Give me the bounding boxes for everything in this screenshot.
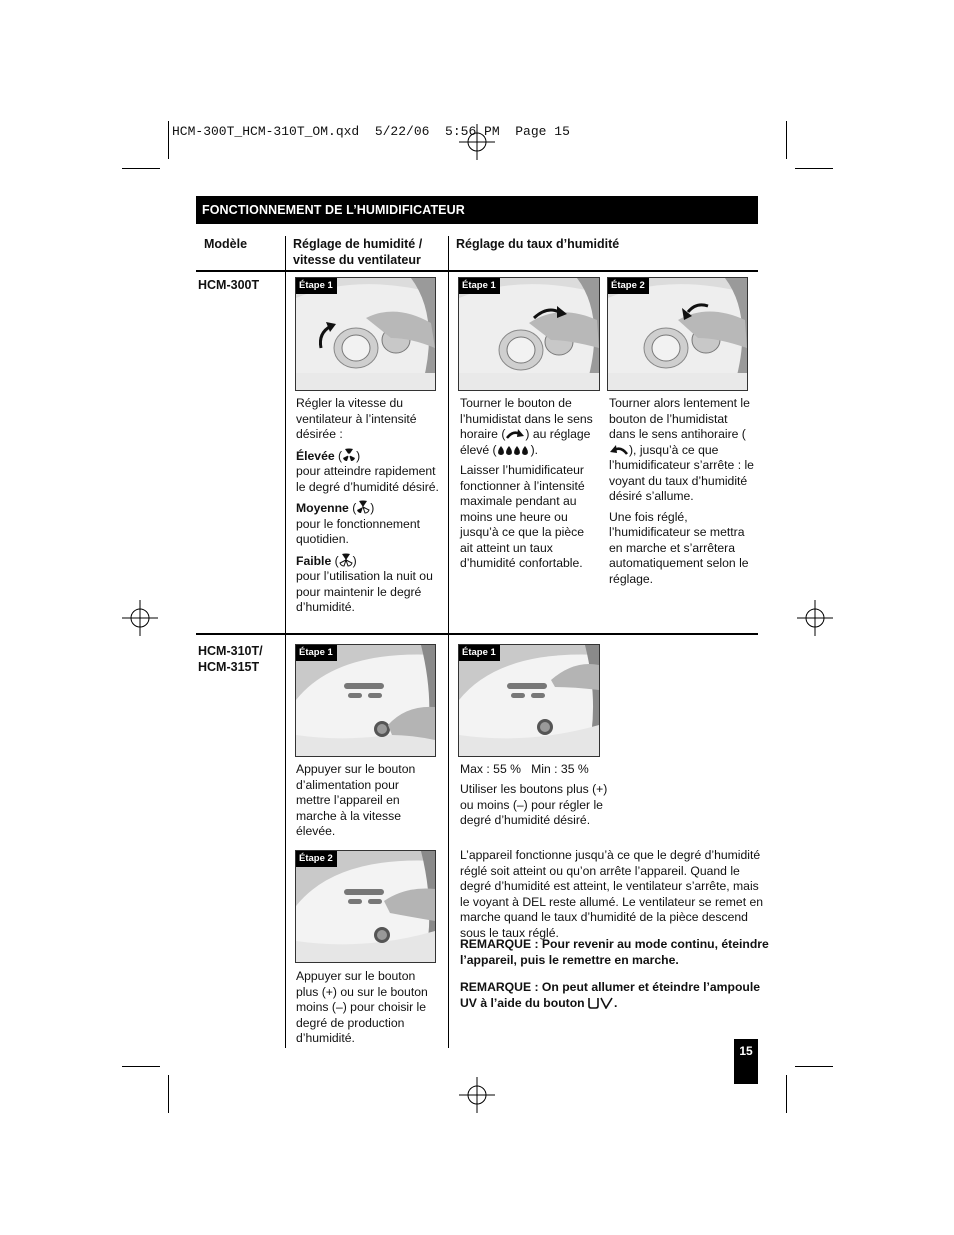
crop-mark: [786, 1075, 787, 1113]
text-fragment: Tourner alors lentement le bouton de l’humidistat dans le sens antihoraire (: [609, 396, 750, 441]
humidity-adjust-instructions: Utiliser les boutons plus (+) ou moins (–) pour régler le degré d’humidité désiré.: [460, 782, 608, 827]
note-continuous-mode: REMARQUE : Pour revenir au mode continu, éteindre l’appareil, puis le remettre en marche.: [460, 937, 769, 967]
step-badge: Étape 2: [296, 851, 337, 867]
crop-mark: [122, 168, 160, 169]
step-badge: Étape 1: [459, 645, 500, 661]
counterclockwise-arrow-icon: [609, 444, 629, 456]
note-uv-lamp: [460, 980, 770, 1011]
humidistat-step2-para2: Une fois réglé, l’humidificateur se mettra en marche et s’arrêtera automatiquement selon le réglage.: [609, 509, 749, 586]
registration-mark-icon: [459, 124, 495, 160]
text-fragment: ) au réglage élevé (: [460, 427, 591, 457]
table-rule: [196, 270, 758, 272]
humidistat-step1-para2: Laisser l’humidificateur fonctionner à l’intensité maximale pendant au moins une heure ou jusqu’à ce que la pièce ait atteint un taux d’humidité confortable.: [460, 463, 585, 570]
page-number: 15: [734, 1039, 758, 1084]
crop-mark: [795, 1066, 833, 1067]
fan-medium-desc: pour le fonctionnement quotidien.: [296, 516, 420, 546]
text-fragment: REMARQUE : On peut allumer et éteindre l’ampoule UV à l’aide du bouton: [460, 980, 760, 1010]
column-divider: [285, 236, 286, 1048]
step-photo-keypad: [295, 644, 436, 757]
humidistat-step1-instructions: [460, 396, 600, 577]
step-photo-keypad: [458, 644, 600, 757]
table-rule: [196, 633, 758, 635]
humidity-operation-paragraph: L’appareil fonctionne jusqu’à ce que le degré d’humidité réglé soit atteint ou qu’on arrête l’appareil. Quand le degré d’humidité est atteint, le ventilateur s’arrête, mais le voyant à DEL reste allumé. Le ventilateur se remet en marche quand le taux d’humidité de la pièce descend sous le taux réglé.: [460, 848, 764, 940]
crop-mark: [168, 121, 169, 159]
text-fragment: .: [613, 995, 618, 1010]
fan-high-icon: [342, 448, 356, 462]
text-fragment: Tourner le bouton de l’humidistat dans le sens horaire (: [460, 396, 593, 441]
registration-mark-icon: [797, 600, 833, 636]
step-badge: Étape 2: [608, 278, 649, 294]
crop-mark: [795, 168, 833, 169]
fan-speed-instructions: Régler la vitesse du ventilateur à l’intensité désirée : Élevée ( ) pour atteindre rapidement le degré d’humidité désiré. Moyenne ( ) pour le fonctionnement quotidien. Faible ( ) pour l’utilisation la nuit ou pour maintenir le degré d’humidité.: [296, 396, 441, 621]
text-fragment: ).: [530, 442, 539, 457]
fan-medium-icon: [356, 500, 370, 514]
step-photo-dial: [458, 277, 600, 391]
registration-mark-icon: [122, 600, 158, 636]
fan-low-desc: pour l’utilisation la nuit ou pour maintenir le degré d’humidité.: [296, 569, 433, 614]
fan-high-label: Élevée: [296, 448, 335, 463]
fan-low-label: Faible: [296, 553, 332, 568]
plus-minus-instructions: Appuyer sur le bouton plus (+) ou sur le bouton moins (–) pour choisir le degré de production d’humidité.: [296, 969, 428, 1045]
water-drops-icon: [497, 445, 531, 456]
column-header-model: Modèle: [204, 237, 248, 251]
humidity-range: Max : 55 % Min : 35 %: [460, 762, 589, 776]
step-photo-dial: [607, 277, 748, 391]
column-header-fan: Réglage de humidité / vitesse du ventilateur: [293, 237, 423, 267]
crop-mark: [786, 121, 787, 159]
column-divider: [448, 236, 449, 1048]
clockwise-arrow-icon: [505, 428, 525, 440]
step-photo-keypad: [295, 850, 436, 963]
step-badge: Étape 1: [296, 278, 337, 294]
column-header-humidity: Réglage du taux d’humidité: [456, 237, 620, 251]
uv-button-icon: [588, 997, 614, 1009]
crop-mark: [168, 1075, 169, 1113]
text-fragment: ), jusqu’à ce que l’humidificateur s’arrête : le voyant du taux d’humidité désiré s’allume.: [609, 442, 754, 503]
print-slug: HCM-300T_HCM-310T_OM.qxd 5/22/06 5:56 PM Page 15: [172, 124, 570, 139]
step-photo-dial: [295, 277, 436, 391]
step-badge: Étape 1: [459, 278, 500, 294]
fan-intro: Régler la vitesse du ventilateur à l’intensité désirée :: [296, 396, 417, 441]
section-title: FONCTIONNEMENT DE L’HUMIDIFICATEUR: [196, 196, 758, 224]
model-label-hcm300t: HCM-300T: [198, 278, 260, 292]
fan-high-desc: pour atteindre rapidement le degré d’humidité désiré.: [296, 464, 439, 494]
model-label-hcm310t: HCM-310T/ HCM-315T: [198, 644, 263, 674]
fan-low-icon: [339, 553, 353, 567]
crop-mark: [122, 1066, 160, 1067]
registration-mark-icon: [459, 1077, 495, 1113]
fan-medium-label: Moyenne: [296, 501, 349, 515]
step-badge: Étape 1: [296, 645, 337, 661]
power-button-instructions: Appuyer sur le bouton d’alimentation pour mettre l’appareil en marche à la vitesse élevée.: [296, 762, 416, 838]
humidistat-step2-instructions: [609, 396, 754, 592]
